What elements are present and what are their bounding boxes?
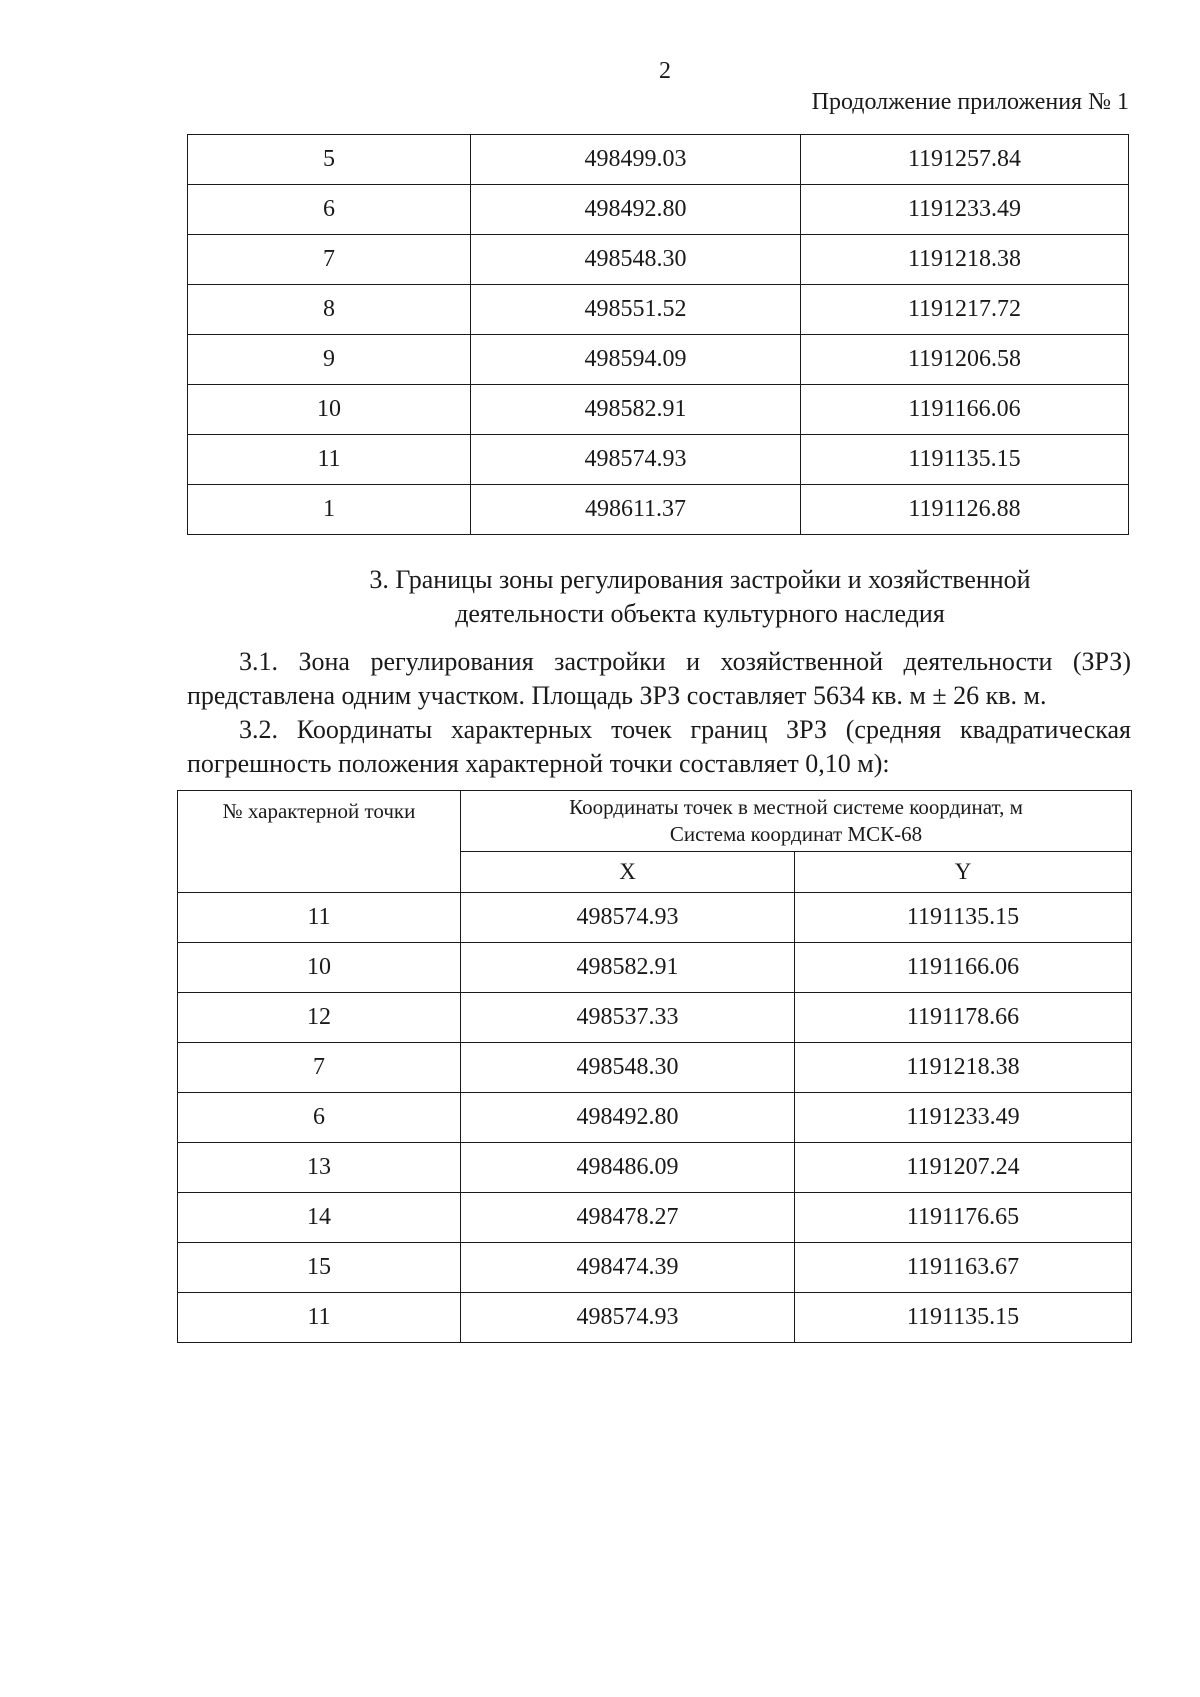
y-coordinate-cell: 1191176.65	[795, 1193, 1132, 1243]
table-row	[178, 1093, 1132, 1143]
table-row	[178, 1243, 1132, 1293]
point-number-cell: 11	[188, 435, 471, 485]
point-number-cell: 14	[178, 1193, 461, 1243]
table-row	[178, 1143, 1132, 1193]
x-coordinate-cell: 498551.52	[471, 285, 801, 335]
y-coordinate-cell: 1191233.49	[801, 185, 1129, 235]
point-number-cell: 11	[178, 1293, 461, 1343]
x-coordinate-cell: 498582.91	[461, 943, 795, 993]
x-coordinate-cell: 498537.33	[461, 993, 795, 1043]
x-coordinate-cell: 498574.93	[461, 1293, 795, 1343]
point-number-cell: 15	[178, 1243, 461, 1293]
point-number-cell: 7	[188, 235, 471, 285]
paragraph-text: 3.2. Координаты характерных точек границ ЗРЗ (средняя квадратическая погрешность положения характерной точки составляет 0,10 м):	[187, 715, 1131, 778]
x-coordinate-cell: 498474.39	[461, 1243, 795, 1293]
zrz-coordinates-table	[177, 790, 1132, 1343]
x-coordinate-cell: 498478.27	[461, 1193, 795, 1243]
point-number-cell: 6	[178, 1093, 461, 1143]
paragraph-3-2	[187, 713, 1131, 781]
point-number-cell: 10	[178, 943, 461, 993]
x-coordinate-cell: 498611.37	[471, 485, 801, 535]
y-coordinate-cell: 1191163.67	[795, 1243, 1132, 1293]
y-coordinate-cell: 1191135.15	[795, 1293, 1132, 1343]
y-coordinate-cell: 1191233.49	[795, 1093, 1132, 1143]
point-number-cell: 12	[178, 993, 461, 1043]
table-row	[188, 335, 1129, 385]
y-coordinate-cell: 1191207.24	[795, 1143, 1132, 1193]
table-row	[188, 435, 1129, 485]
coordinates-table-continuation	[187, 134, 1129, 535]
y-coordinate-cell: 1191206.58	[801, 335, 1129, 385]
table-row	[178, 893, 1132, 943]
y-coordinate-cell: 1191135.15	[801, 435, 1129, 485]
x-coordinate-cell: 498486.09	[461, 1143, 795, 1193]
point-number-cell: 1	[188, 485, 471, 535]
table-header-row	[178, 791, 1132, 852]
table-row	[188, 485, 1129, 535]
x-coordinate-cell: 498492.80	[471, 185, 801, 235]
point-number-cell: 8	[188, 285, 471, 335]
header-x: X	[461, 852, 795, 893]
y-coordinate-cell: 1191218.38	[795, 1043, 1132, 1093]
table-row	[178, 1043, 1132, 1093]
appendix-label: Продолжение приложения № 1	[811, 89, 1129, 115]
table-row	[188, 235, 1129, 285]
y-coordinate-cell: 1191217.72	[801, 285, 1129, 335]
x-coordinate-cell: 498574.93	[471, 435, 801, 485]
y-coordinate-cell: 1191218.38	[801, 235, 1129, 285]
x-coordinate-cell: 498492.80	[461, 1093, 795, 1143]
point-number-cell: 9	[188, 335, 471, 385]
point-number-cell: 10	[188, 385, 471, 435]
y-coordinate-cell: 1191166.06	[795, 943, 1132, 993]
section-heading	[330, 563, 1070, 631]
table-row	[188, 185, 1129, 235]
table-row	[178, 1193, 1132, 1243]
y-coordinate-cell: 1191178.66	[795, 993, 1132, 1043]
header-y: Y	[795, 852, 1132, 893]
page-number: 2	[659, 58, 671, 84]
x-coordinate-cell: 498548.30	[471, 235, 801, 285]
y-coordinate-cell: 1191166.06	[801, 385, 1129, 435]
table-row	[188, 135, 1129, 185]
point-number-cell: 13	[178, 1143, 461, 1193]
table-row	[188, 285, 1129, 335]
table-row	[178, 993, 1132, 1043]
header-point-number: № характерной точки	[178, 791, 461, 893]
x-coordinate-cell: 498548.30	[461, 1043, 795, 1093]
table-row	[178, 1293, 1132, 1343]
x-coordinate-cell: 498499.03	[471, 135, 801, 185]
header-coordinates	[461, 791, 1132, 852]
header-coordinates-line: Координаты точек в местной системе координат, м	[569, 795, 1023, 819]
point-number-cell: 11	[178, 893, 461, 943]
table-row	[178, 943, 1132, 993]
table-row	[188, 385, 1129, 435]
y-coordinate-cell: 1191135.15	[795, 893, 1132, 943]
x-coordinate-cell: 498582.91	[471, 385, 801, 435]
point-number-cell: 6	[188, 185, 471, 235]
paragraph-3-1	[187, 645, 1131, 713]
point-number-cell: 5	[188, 135, 471, 185]
header-coordinates-line: Система координат МСК-68	[669, 822, 923, 846]
x-coordinate-cell: 498594.09	[471, 335, 801, 385]
y-coordinate-cell: 1191126.88	[801, 485, 1129, 535]
section-heading-line: 3. Границы зоны регулирования застройки и хозяйственной	[369, 565, 1031, 594]
point-number-cell: 7	[178, 1043, 461, 1093]
x-coordinate-cell: 498574.93	[461, 893, 795, 943]
section-heading-line: деятельности объекта культурного наследия	[455, 599, 945, 628]
paragraph-text: 3.1. Зона регулирования застройки и хозяйственной деятельности (ЗРЗ) представлена одним участком. Площадь ЗРЗ составляет 5634 кв. м ± 26 кв. м.	[187, 647, 1131, 710]
y-coordinate-cell: 1191257.84	[801, 135, 1129, 185]
